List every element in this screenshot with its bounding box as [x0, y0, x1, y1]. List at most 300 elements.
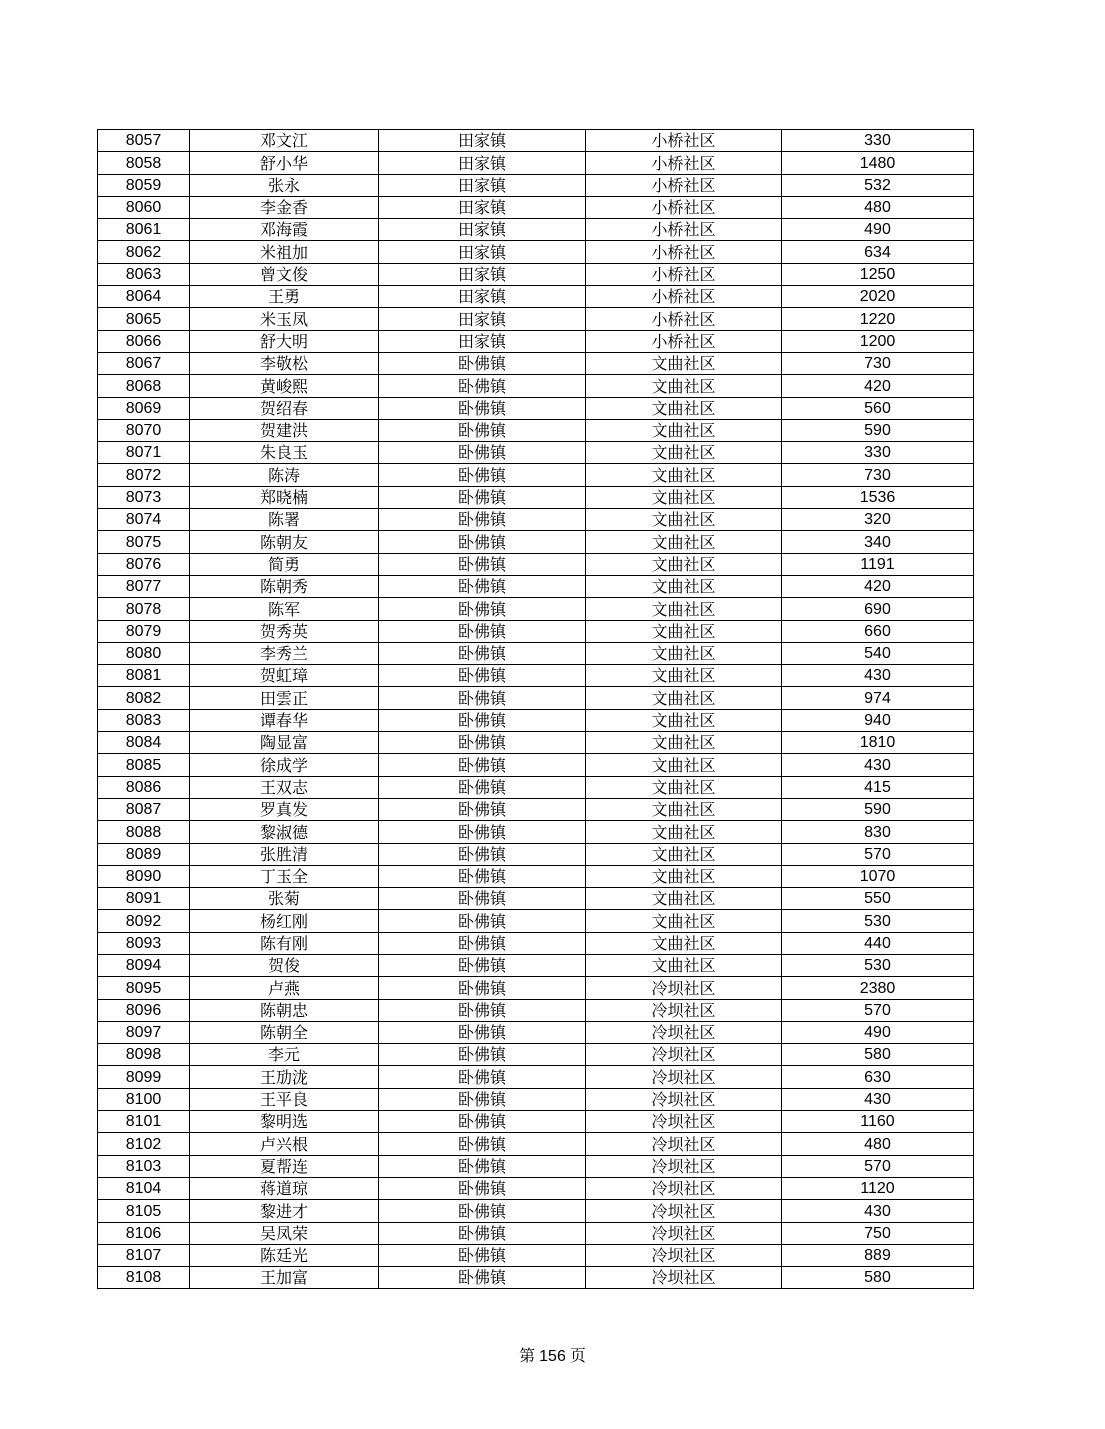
cell-town: 卧佛镇	[379, 464, 586, 486]
cell-town: 卧佛镇	[379, 888, 586, 910]
table-row	[98, 486, 974, 508]
cell-amount: 570	[782, 999, 974, 1021]
cell-community: 冷坝社区	[586, 1222, 782, 1244]
cell-amount: 532	[782, 174, 974, 196]
cell-name: 罗真发	[190, 798, 379, 820]
table-row	[98, 776, 974, 798]
cell-amount: 830	[782, 821, 974, 843]
cell-town: 卧佛镇	[379, 687, 586, 709]
cell-name: 简勇	[190, 553, 379, 575]
cell-amount: 730	[782, 464, 974, 486]
table-row	[98, 152, 974, 174]
cell-name: 杨红刚	[190, 910, 379, 932]
cell-amount: 420	[782, 575, 974, 597]
cell-name: 陈涛	[190, 464, 379, 486]
cell-name: 陈朝忠	[190, 999, 379, 1021]
table-row	[98, 553, 974, 575]
cell-id: 8065	[98, 308, 190, 330]
cell-amount: 480	[782, 196, 974, 218]
cell-town: 卧佛镇	[379, 1133, 586, 1155]
cell-town: 田家镇	[379, 152, 586, 174]
page-prefix: 第	[519, 1346, 536, 1365]
cell-id: 8088	[98, 821, 190, 843]
cell-community: 文曲社区	[586, 509, 782, 531]
cell-town: 卧佛镇	[379, 1200, 586, 1222]
cell-amount: 1536	[782, 486, 974, 508]
table-row	[98, 798, 974, 820]
cell-id: 8072	[98, 464, 190, 486]
cell-community: 文曲社区	[586, 888, 782, 910]
cell-name: 李元	[190, 1044, 379, 1066]
cell-id: 8080	[98, 642, 190, 664]
cell-town: 卧佛镇	[379, 843, 586, 865]
cell-id: 8070	[98, 419, 190, 441]
cell-community: 文曲社区	[586, 442, 782, 464]
cell-community: 文曲社区	[586, 553, 782, 575]
cell-amount: 420	[782, 375, 974, 397]
table-row	[98, 174, 974, 196]
cell-name: 陈朝秀	[190, 575, 379, 597]
cell-id: 8069	[98, 397, 190, 419]
cell-id: 8075	[98, 531, 190, 553]
cell-id: 8060	[98, 196, 190, 218]
cell-amount: 630	[782, 1066, 974, 1088]
cell-name: 夏帮连	[190, 1155, 379, 1177]
cell-amount: 974	[782, 687, 974, 709]
cell-amount: 580	[782, 1267, 974, 1289]
cell-name: 陈军	[190, 598, 379, 620]
table-row	[98, 932, 974, 954]
cell-name: 邓海霞	[190, 219, 379, 241]
cell-id: 8076	[98, 553, 190, 575]
table-row	[98, 821, 974, 843]
table-row	[98, 419, 974, 441]
cell-town: 卧佛镇	[379, 442, 586, 464]
cell-amount: 530	[782, 954, 974, 976]
cell-amount: 440	[782, 932, 974, 954]
table-row	[98, 1088, 974, 1110]
cell-id: 8063	[98, 263, 190, 285]
cell-id: 8062	[98, 241, 190, 263]
cell-id: 8104	[98, 1177, 190, 1199]
table-row	[98, 1066, 974, 1088]
cell-name: 陈朝全	[190, 1021, 379, 1043]
cell-id: 8103	[98, 1155, 190, 1177]
cell-community: 文曲社区	[586, 531, 782, 553]
cell-name: 张胜清	[190, 843, 379, 865]
cell-id: 8074	[98, 509, 190, 531]
cell-name: 舒小华	[190, 152, 379, 174]
cell-id: 8099	[98, 1066, 190, 1088]
cell-id: 8090	[98, 865, 190, 887]
cell-name: 陈有刚	[190, 932, 379, 954]
cell-community: 小桥社区	[586, 330, 782, 352]
cell-id: 8089	[98, 843, 190, 865]
cell-id: 8098	[98, 1044, 190, 1066]
cell-amount: 540	[782, 642, 974, 664]
cell-town: 卧佛镇	[379, 1021, 586, 1043]
cell-id: 8064	[98, 286, 190, 308]
cell-community: 冷坝社区	[586, 1111, 782, 1133]
cell-id: 8085	[98, 754, 190, 776]
table-row	[98, 1222, 974, 1244]
cell-town: 卧佛镇	[379, 642, 586, 664]
cell-amount: 1070	[782, 865, 974, 887]
cell-amount: 1200	[782, 330, 974, 352]
cell-town: 卧佛镇	[379, 932, 586, 954]
table-row	[98, 709, 974, 731]
cell-id: 8093	[98, 932, 190, 954]
cell-id: 8096	[98, 999, 190, 1021]
cell-community: 冷坝社区	[586, 1200, 782, 1222]
table-row	[98, 642, 974, 664]
cell-amount: 340	[782, 531, 974, 553]
cell-id: 8106	[98, 1222, 190, 1244]
cell-id: 8071	[98, 442, 190, 464]
cell-community: 冷坝社区	[586, 977, 782, 999]
cell-community: 文曲社区	[586, 798, 782, 820]
cell-id: 8094	[98, 954, 190, 976]
cell-id: 8101	[98, 1111, 190, 1133]
cell-name: 徐成学	[190, 754, 379, 776]
cell-community: 冷坝社区	[586, 1177, 782, 1199]
table-row	[98, 1155, 974, 1177]
cell-town: 卧佛镇	[379, 375, 586, 397]
cell-amount: 550	[782, 888, 974, 910]
cell-town: 田家镇	[379, 174, 586, 196]
cell-id: 8057	[98, 130, 190, 152]
table-row	[98, 1111, 974, 1133]
cell-community: 文曲社区	[586, 665, 782, 687]
table-row	[98, 888, 974, 910]
table-row	[98, 1200, 974, 1222]
cell-amount: 1191	[782, 553, 974, 575]
table-row	[98, 598, 974, 620]
cell-amount: 430	[782, 665, 974, 687]
cell-name: 黎淑德	[190, 821, 379, 843]
cell-amount: 1220	[782, 308, 974, 330]
cell-community: 冷坝社区	[586, 1088, 782, 1110]
cell-town: 卧佛镇	[379, 1244, 586, 1266]
cell-amount: 330	[782, 442, 974, 464]
cell-community: 小桥社区	[586, 152, 782, 174]
cell-community: 小桥社区	[586, 196, 782, 218]
page-suffix: 页	[569, 1346, 586, 1365]
cell-community: 小桥社区	[586, 286, 782, 308]
cell-town: 卧佛镇	[379, 821, 586, 843]
cell-town: 卧佛镇	[379, 776, 586, 798]
cell-name: 卢燕	[190, 977, 379, 999]
table-row	[98, 732, 974, 754]
cell-amount: 1480	[782, 152, 974, 174]
cell-id: 8091	[98, 888, 190, 910]
cell-town: 卧佛镇	[379, 754, 586, 776]
cell-name: 贺建洪	[190, 419, 379, 441]
table-row	[98, 375, 974, 397]
cell-town: 卧佛镇	[379, 1066, 586, 1088]
cell-id: 8077	[98, 575, 190, 597]
table-row	[98, 687, 974, 709]
cell-town: 田家镇	[379, 130, 586, 152]
cell-community: 文曲社区	[586, 397, 782, 419]
cell-community: 文曲社区	[586, 352, 782, 374]
table-row	[98, 352, 974, 374]
cell-name: 陶显富	[190, 732, 379, 754]
cell-community: 小桥社区	[586, 219, 782, 241]
cell-amount: 889	[782, 1244, 974, 1266]
cell-town: 田家镇	[379, 308, 586, 330]
cell-name: 陈朝友	[190, 531, 379, 553]
cell-name: 李秀兰	[190, 642, 379, 664]
cell-town: 卧佛镇	[379, 397, 586, 419]
cell-community: 文曲社区	[586, 486, 782, 508]
cell-amount: 530	[782, 910, 974, 932]
cell-town: 田家镇	[379, 196, 586, 218]
cell-community: 冷坝社区	[586, 1044, 782, 1066]
cell-name: 米玉凤	[190, 308, 379, 330]
table-row	[98, 754, 974, 776]
table-row	[98, 442, 974, 464]
cell-town: 卧佛镇	[379, 486, 586, 508]
cell-amount: 634	[782, 241, 974, 263]
cell-name: 张永	[190, 174, 379, 196]
cell-amount: 2380	[782, 977, 974, 999]
cell-id: 8092	[98, 910, 190, 932]
cell-amount: 480	[782, 1133, 974, 1155]
table-body	[98, 130, 974, 1289]
cell-name: 吴凤荣	[190, 1222, 379, 1244]
cell-amount: 1120	[782, 1177, 974, 1199]
table-row	[98, 620, 974, 642]
cell-name: 贺绍春	[190, 397, 379, 419]
cell-name: 贺秀英	[190, 620, 379, 642]
table-row	[98, 219, 974, 241]
cell-town: 卧佛镇	[379, 575, 586, 597]
table-row	[98, 1177, 974, 1199]
cell-amount: 430	[782, 754, 974, 776]
cell-amount: 560	[782, 397, 974, 419]
data-table	[97, 129, 974, 1289]
page-number: 156	[539, 1348, 566, 1365]
cell-amount: 490	[782, 219, 974, 241]
table-row	[98, 1267, 974, 1289]
cell-name: 黄峻熙	[190, 375, 379, 397]
cell-town: 卧佛镇	[379, 1177, 586, 1199]
cell-town: 田家镇	[379, 241, 586, 263]
cell-community: 冷坝社区	[586, 1155, 782, 1177]
cell-id: 8086	[98, 776, 190, 798]
cell-community: 文曲社区	[586, 910, 782, 932]
cell-community: 文曲社区	[586, 598, 782, 620]
cell-id: 8083	[98, 709, 190, 731]
page-footer	[0, 1343, 1105, 1366]
cell-town: 卧佛镇	[379, 665, 586, 687]
table-row	[98, 397, 974, 419]
cell-amount: 690	[782, 598, 974, 620]
table-row	[98, 330, 974, 352]
cell-id: 8082	[98, 687, 190, 709]
cell-town: 卧佛镇	[379, 1044, 586, 1066]
cell-town: 田家镇	[379, 330, 586, 352]
cell-id: 8059	[98, 174, 190, 196]
cell-id: 8073	[98, 486, 190, 508]
cell-town: 田家镇	[379, 219, 586, 241]
cell-amount: 2020	[782, 286, 974, 308]
cell-community: 文曲社区	[586, 375, 782, 397]
cell-name: 王双志	[190, 776, 379, 798]
cell-community: 文曲社区	[586, 419, 782, 441]
cell-community: 文曲社区	[586, 575, 782, 597]
cell-town: 田家镇	[379, 263, 586, 285]
cell-amount: 330	[782, 130, 974, 152]
table-row	[98, 575, 974, 597]
cell-name: 舒大明	[190, 330, 379, 352]
cell-amount: 940	[782, 709, 974, 731]
cell-name: 米祖加	[190, 241, 379, 263]
cell-community: 文曲社区	[586, 865, 782, 887]
cell-id: 8097	[98, 1021, 190, 1043]
cell-community: 文曲社区	[586, 954, 782, 976]
cell-amount: 430	[782, 1088, 974, 1110]
cell-town: 卧佛镇	[379, 531, 586, 553]
cell-amount: 490	[782, 1021, 974, 1043]
table-row	[98, 910, 974, 932]
table-row	[98, 954, 974, 976]
cell-name: 王加富	[190, 1267, 379, 1289]
table-row	[98, 977, 974, 999]
cell-id: 8087	[98, 798, 190, 820]
cell-town: 卧佛镇	[379, 977, 586, 999]
cell-town: 卧佛镇	[379, 1222, 586, 1244]
cell-name: 王劢泷	[190, 1066, 379, 1088]
cell-id: 8066	[98, 330, 190, 352]
cell-community: 冷坝社区	[586, 1021, 782, 1043]
cell-town: 田家镇	[379, 286, 586, 308]
cell-id: 8067	[98, 352, 190, 374]
cell-community: 文曲社区	[586, 821, 782, 843]
cell-name: 郑晓楠	[190, 486, 379, 508]
cell-id: 8061	[98, 219, 190, 241]
cell-community: 文曲社区	[586, 732, 782, 754]
cell-name: 贺俊	[190, 954, 379, 976]
table-row	[98, 1044, 974, 1066]
cell-amount: 580	[782, 1044, 974, 1066]
table-row	[98, 308, 974, 330]
cell-community: 文曲社区	[586, 620, 782, 642]
cell-town: 卧佛镇	[379, 910, 586, 932]
cell-town: 卧佛镇	[379, 419, 586, 441]
table-row	[98, 130, 974, 152]
cell-town: 卧佛镇	[379, 732, 586, 754]
cell-name: 谭春华	[190, 709, 379, 731]
cell-amount: 660	[782, 620, 974, 642]
cell-name: 王勇	[190, 286, 379, 308]
cell-name: 陈廷光	[190, 1244, 379, 1266]
table-row	[98, 843, 974, 865]
table-row	[98, 263, 974, 285]
cell-community: 文曲社区	[586, 687, 782, 709]
cell-amount: 590	[782, 798, 974, 820]
cell-community: 小桥社区	[586, 174, 782, 196]
cell-community: 冷坝社区	[586, 1066, 782, 1088]
cell-amount: 570	[782, 1155, 974, 1177]
cell-name: 黎明选	[190, 1111, 379, 1133]
table-row	[98, 865, 974, 887]
cell-name: 王平良	[190, 1088, 379, 1110]
cell-amount: 1810	[782, 732, 974, 754]
cell-community: 文曲社区	[586, 754, 782, 776]
cell-id: 8068	[98, 375, 190, 397]
table-row	[98, 999, 974, 1021]
cell-town: 卧佛镇	[379, 352, 586, 374]
cell-town: 卧佛镇	[379, 999, 586, 1021]
cell-amount: 570	[782, 843, 974, 865]
cell-town: 卧佛镇	[379, 598, 586, 620]
table-row	[98, 509, 974, 531]
cell-id: 8108	[98, 1267, 190, 1289]
data-table-container	[97, 129, 974, 1289]
cell-community: 小桥社区	[586, 241, 782, 263]
cell-community: 冷坝社区	[586, 1267, 782, 1289]
cell-id: 8058	[98, 152, 190, 174]
cell-community: 文曲社区	[586, 642, 782, 664]
cell-id: 8078	[98, 598, 190, 620]
cell-id: 8105	[98, 1200, 190, 1222]
cell-town: 卧佛镇	[379, 620, 586, 642]
cell-amount: 750	[782, 1222, 974, 1244]
table-row	[98, 196, 974, 218]
cell-name: 丁玉全	[190, 865, 379, 887]
cell-town: 卧佛镇	[379, 553, 586, 575]
cell-id: 8084	[98, 732, 190, 754]
cell-name: 贺虹璋	[190, 665, 379, 687]
cell-community: 文曲社区	[586, 932, 782, 954]
cell-town: 卧佛镇	[379, 798, 586, 820]
cell-amount: 1250	[782, 263, 974, 285]
cell-name: 陈署	[190, 509, 379, 531]
cell-id: 8100	[98, 1088, 190, 1110]
cell-name: 李金香	[190, 196, 379, 218]
table-row	[98, 665, 974, 687]
cell-name: 黎进才	[190, 1200, 379, 1222]
cell-community: 小桥社区	[586, 308, 782, 330]
table-row	[98, 1244, 974, 1266]
cell-amount: 590	[782, 419, 974, 441]
cell-community: 小桥社区	[586, 263, 782, 285]
cell-community: 文曲社区	[586, 776, 782, 798]
table-row	[98, 1133, 974, 1155]
cell-name: 邓文江	[190, 130, 379, 152]
cell-community: 文曲社区	[586, 464, 782, 486]
cell-name: 朱良玉	[190, 442, 379, 464]
table-row	[98, 241, 974, 263]
cell-community: 小桥社区	[586, 130, 782, 152]
cell-community: 冷坝社区	[586, 999, 782, 1021]
cell-community: 冷坝社区	[586, 1244, 782, 1266]
cell-amount: 320	[782, 509, 974, 531]
cell-id: 8095	[98, 977, 190, 999]
table-row	[98, 531, 974, 553]
cell-name: 田雲正	[190, 687, 379, 709]
cell-town: 卧佛镇	[379, 954, 586, 976]
cell-name: 李敬松	[190, 352, 379, 374]
cell-name: 曾文俊	[190, 263, 379, 285]
cell-amount: 730	[782, 352, 974, 374]
cell-town: 卧佛镇	[379, 509, 586, 531]
table-row	[98, 286, 974, 308]
cell-town: 卧佛镇	[379, 865, 586, 887]
cell-community: 文曲社区	[586, 843, 782, 865]
